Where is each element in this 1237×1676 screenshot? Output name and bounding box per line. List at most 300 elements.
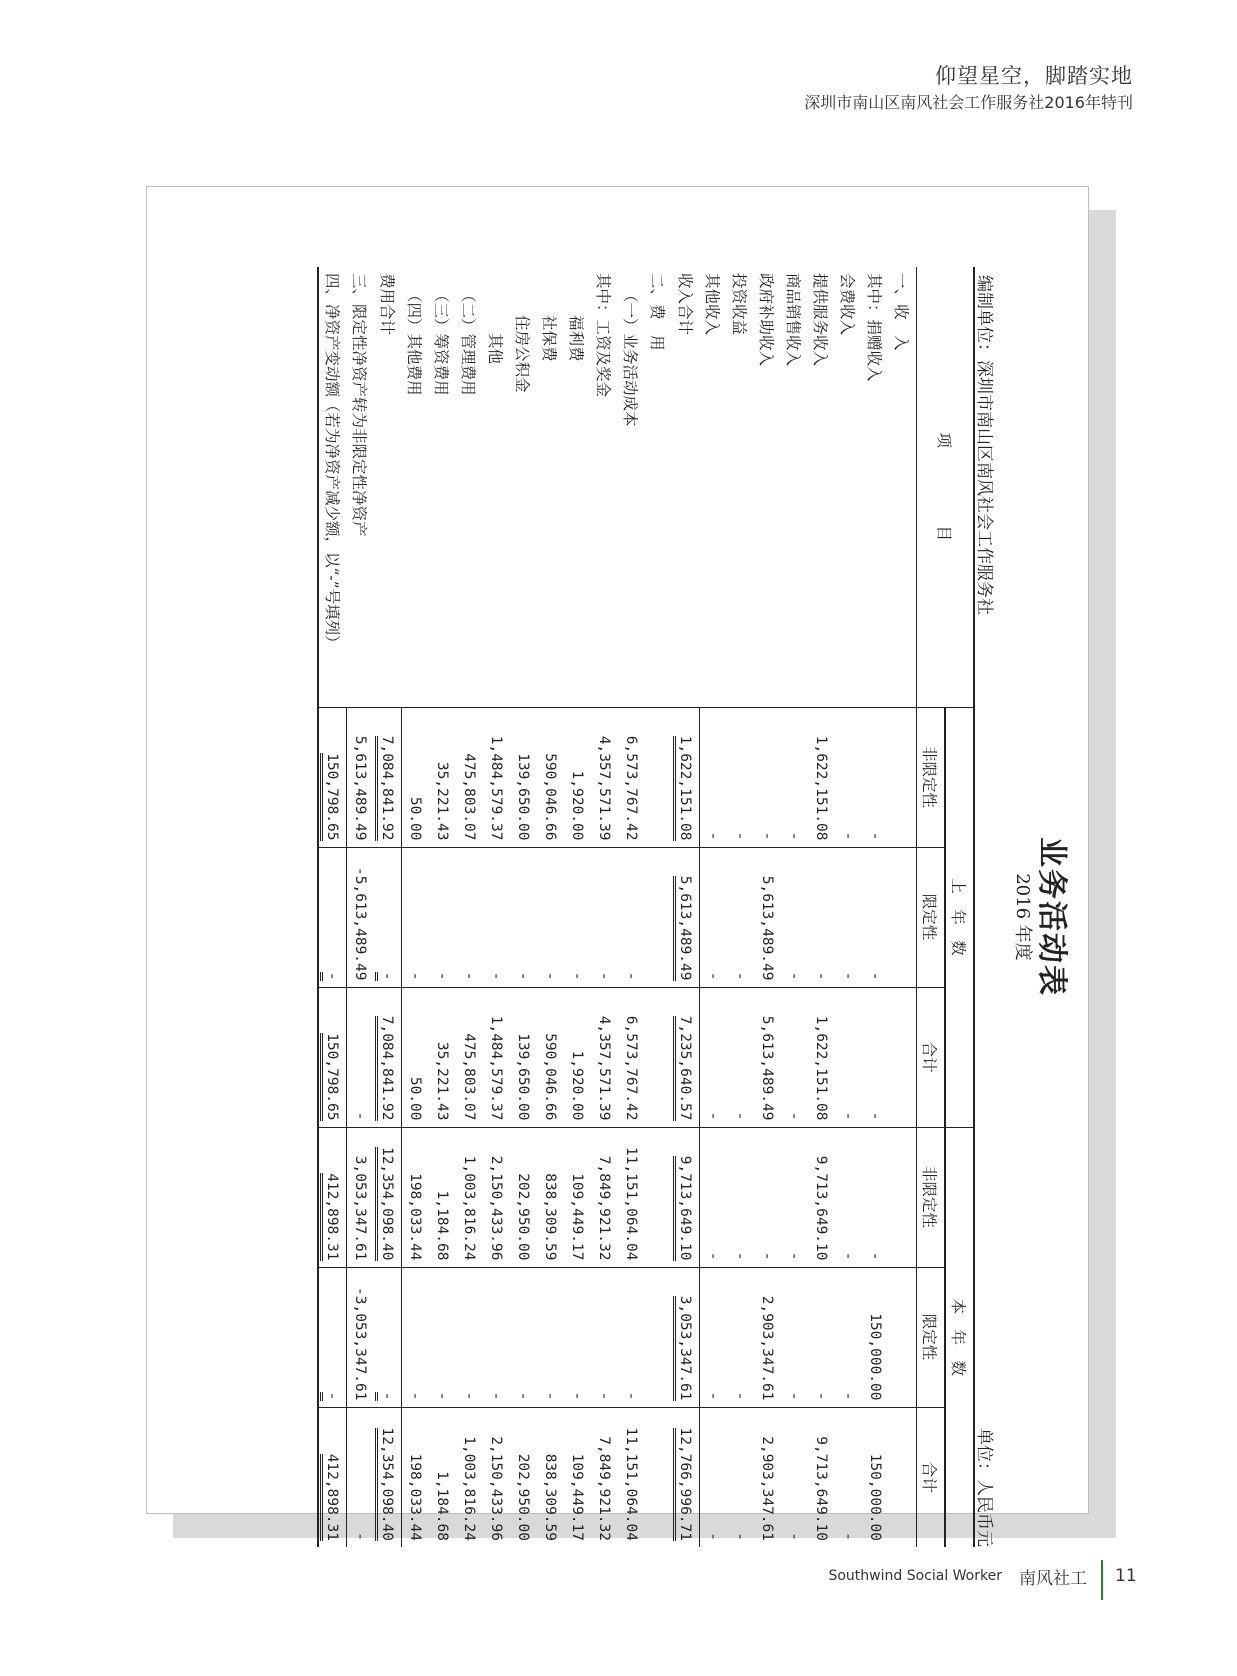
- cell-p1: [374, 707, 402, 847]
- cell-value: 5,613,489.49: [759, 875, 776, 981]
- col-header-curr-restricted: 限定性: [917, 1267, 946, 1407]
- cell-value: 35,221.43: [434, 761, 451, 841]
- cell-c2: [564, 1267, 591, 1407]
- cell-c3: [618, 1407, 645, 1547]
- cell-value: -: [352, 1111, 369, 1121]
- row-label: 社保费: [540, 315, 559, 362]
- cell-value: 7,849,921.32: [596, 1436, 613, 1541]
- cell-c2: [537, 1267, 564, 1407]
- cell-p2: [727, 847, 754, 987]
- cell-value: -: [434, 1391, 451, 1401]
- cell-p1: [700, 707, 728, 847]
- cell-c2: [510, 1267, 537, 1407]
- cell-p2: [835, 847, 862, 987]
- cell-value: -: [542, 971, 559, 981]
- cell-c3: [754, 1407, 781, 1547]
- page-number: 11: [1115, 1566, 1137, 1586]
- cell-value: 2,150,433.96: [488, 1155, 505, 1261]
- cell-value: -: [867, 1251, 884, 1261]
- cell-p2: [318, 847, 347, 987]
- cell-value: 838,309.59: [542, 1453, 559, 1541]
- cell-value: -: [867, 1111, 884, 1121]
- cell-c3: [889, 1407, 917, 1547]
- cell-p3: [781, 987, 808, 1127]
- col-header-prev-year: 上 年 数: [945, 707, 974, 1127]
- cell-value: -: [786, 1391, 803, 1401]
- cell-p2: [808, 847, 835, 987]
- cell-c1: [645, 1127, 672, 1267]
- col-header-curr-total: 合计: [917, 1407, 946, 1547]
- cell-value: 1,920.00: [569, 1050, 586, 1121]
- compiling-org: 编制单位：深圳市南山区南风社会工作服务社: [974, 275, 994, 615]
- cell-c1: [754, 1127, 781, 1267]
- cell-value: 3,053,347.61: [352, 1155, 369, 1261]
- footer-divider: [1101, 1560, 1103, 1600]
- cell-c2: [483, 1267, 510, 1407]
- cell-p1: [564, 707, 591, 847]
- cell-p3: [862, 987, 889, 1127]
- cell-value: 11,151,064.04: [623, 1147, 640, 1261]
- cell-p3: [564, 987, 591, 1127]
- cell-p2: [781, 847, 808, 987]
- cell-value: 1,184.68: [434, 1471, 451, 1541]
- row-label: 其他收入: [703, 273, 722, 336]
- cell-value: -3,053,347.61: [352, 1287, 369, 1401]
- cell-value: -: [786, 1532, 803, 1541]
- cell-c2: [889, 1267, 917, 1407]
- cell-value: 6,573,767.42: [623, 735, 640, 841]
- cell-value: 838,309.59: [542, 1173, 559, 1261]
- cell-value: -: [705, 1111, 722, 1121]
- cell-c1: [510, 1127, 537, 1267]
- cell-value: -: [705, 1532, 722, 1541]
- cell-p1: [591, 707, 618, 847]
- cell-value: -: [732, 1251, 749, 1261]
- cell-value: -: [596, 971, 613, 981]
- cell-p2: [456, 847, 483, 987]
- cell-c1: [862, 1127, 889, 1267]
- cell-p2: [672, 847, 700, 987]
- cell-value: 1,622,151.08: [813, 1015, 830, 1121]
- cell-c2: [835, 1267, 862, 1407]
- cell-value: -: [840, 1391, 857, 1401]
- cell-p1: [645, 707, 672, 847]
- cell-c2: [808, 1267, 835, 1407]
- cell-p1: [537, 707, 564, 847]
- currency-unit: 单位：人民币元: [974, 1428, 994, 1547]
- cell-c1: [835, 1127, 862, 1267]
- cell-value: 7,849,921.32: [596, 1155, 613, 1261]
- cell-c2: [618, 1267, 645, 1407]
- col-header-curr-non-restricted: 非限定性: [917, 1127, 946, 1267]
- cell-p3: [700, 987, 728, 1127]
- cell-c1: [808, 1127, 835, 1267]
- col-header-prev-non-restricted: 非限定性: [917, 707, 946, 847]
- cell-p3: [645, 987, 672, 1127]
- cell-c3: [347, 1407, 375, 1547]
- cell-p3: [483, 987, 510, 1127]
- cell-value: -: [786, 971, 803, 981]
- cell-value: 7,084,841.92: [376, 1016, 396, 1121]
- cell-p1: [781, 707, 808, 847]
- cell-value: -: [542, 1391, 559, 1401]
- cell-c1: [889, 1127, 917, 1267]
- table-row: [700, 267, 728, 1547]
- cell-value: -: [321, 972, 341, 981]
- cell-p1: [456, 707, 483, 847]
- table-row: [618, 267, 645, 1547]
- cell-value: -: [596, 1391, 613, 1401]
- cell-c2: [727, 1267, 754, 1407]
- cell-value: 3,053,347.61: [674, 1296, 694, 1401]
- row-label: 投资收益: [730, 273, 749, 336]
- cell-value: 590,046.66: [542, 1033, 559, 1121]
- cell-p1: [672, 707, 700, 847]
- table-row: [862, 267, 889, 1547]
- footer-english-name: Southwind Social Worker: [828, 1568, 1002, 1584]
- row-label: （四）其他费用: [405, 287, 424, 396]
- cell-value: -: [759, 1251, 776, 1261]
- cell-value: 6,573,767.42: [623, 1015, 640, 1121]
- cell-c3: [374, 1407, 402, 1547]
- cell-value: 5,613,489.49: [352, 735, 369, 841]
- cell-c3: [835, 1407, 862, 1547]
- cell-p1: [835, 707, 862, 847]
- cell-c2: [672, 1267, 700, 1407]
- table-row: [564, 267, 591, 1547]
- cell-value: 11,151,064.04: [623, 1427, 640, 1541]
- cell-c2: [591, 1267, 618, 1407]
- cell-c2: [429, 1267, 456, 1407]
- cell-c3: [727, 1407, 754, 1547]
- cell-value: -: [786, 831, 803, 841]
- cell-value: -: [623, 971, 640, 981]
- cell-value: -: [407, 971, 424, 981]
- cell-value: -: [813, 971, 830, 981]
- cell-c3: [564, 1407, 591, 1547]
- cell-value: 12,354,098.40: [376, 1147, 396, 1261]
- cell-value: 2,150,433.96: [488, 1436, 505, 1541]
- cell-value: -: [488, 971, 505, 981]
- cell-p1: [402, 707, 430, 847]
- table-row: [510, 267, 537, 1547]
- cell-value: 5,613,489.49: [674, 876, 694, 981]
- cell-c3: [700, 1407, 728, 1547]
- cell-p3: [402, 987, 430, 1127]
- row-label: 住房公积金: [513, 315, 532, 393]
- cell-c3: [591, 1407, 618, 1547]
- cell-p3: [537, 987, 564, 1127]
- cell-value: -: [840, 1251, 857, 1261]
- table-row: [781, 267, 808, 1547]
- cell-p3: [591, 987, 618, 1127]
- cell-value: 1,622,151.08: [674, 736, 694, 841]
- cell-c2: [318, 1267, 347, 1407]
- cell-value: 202,950.00: [515, 1173, 532, 1261]
- cell-value: 12,766,996.71: [674, 1428, 694, 1542]
- cell-p3: [672, 987, 700, 1127]
- row-label: 福利费: [567, 315, 586, 362]
- cell-value: 9,713,649.10: [813, 1436, 830, 1541]
- cell-value: 1,003,816.24: [461, 1436, 478, 1541]
- cell-value: -: [515, 1391, 532, 1401]
- cell-p2: [889, 847, 917, 987]
- cell-p3: [429, 987, 456, 1127]
- cell-p1: [483, 707, 510, 847]
- cell-c1: [564, 1127, 591, 1267]
- row-label: 费用合计: [377, 273, 396, 336]
- cell-value: 139,650.00: [515, 1033, 532, 1121]
- rotated-table-area: [267, 267, 1097, 1567]
- cell-p2: [618, 847, 645, 987]
- cell-p2: [645, 847, 672, 987]
- cell-value: 2,903,347.61: [759, 1295, 776, 1401]
- cell-value: 150,798.65: [321, 1033, 341, 1120]
- cell-value: -: [867, 831, 884, 841]
- scanned-document: [146, 186, 1089, 1547]
- cell-value: -: [840, 831, 857, 841]
- cell-value: -: [840, 1111, 857, 1121]
- table-row: [645, 267, 672, 1547]
- cell-p1: [862, 707, 889, 847]
- cell-value: 412,898.31: [321, 1173, 341, 1260]
- cell-c1: [618, 1127, 645, 1267]
- row-label: 会费收入: [838, 273, 857, 336]
- cell-value: 198,033.44: [407, 1453, 424, 1541]
- cell-p1: [510, 707, 537, 847]
- cell-value: 150,000.00: [867, 1453, 884, 1541]
- cell-value: -: [515, 971, 532, 981]
- row-label: 二、费 用: [648, 273, 667, 351]
- header-slogan: 仰望星空，脚踏实地: [935, 64, 1133, 88]
- row-label: 四、净资产变动额（若为净资产减少额，以“-”号填列）: [318, 267, 347, 707]
- cell-value: -: [732, 831, 749, 841]
- col-header-prev-total: 合计: [917, 987, 946, 1127]
- cell-c1: [374, 1127, 402, 1267]
- cell-p3: [456, 987, 483, 1127]
- cell-p3: [374, 987, 402, 1127]
- cell-value: 1,184.68: [434, 1190, 451, 1261]
- cell-value: 150,798.65: [321, 753, 341, 840]
- row-label: （三）筹资费用: [432, 287, 451, 396]
- cell-value: -: [786, 1251, 803, 1261]
- cell-c1: [483, 1127, 510, 1267]
- cell-value: -: [813, 1391, 830, 1401]
- cell-value: -: [786, 1111, 803, 1121]
- cell-value: 412,898.31: [321, 1454, 341, 1541]
- row-label: 商品销售收入: [784, 273, 803, 367]
- cell-p3: [835, 987, 862, 1127]
- cell-value: 475,803.07: [461, 1033, 478, 1121]
- cell-value: -: [732, 971, 749, 981]
- cell-p3: [889, 987, 917, 1127]
- cell-value: -: [434, 971, 451, 981]
- cell-p2: [429, 847, 456, 987]
- row-label: 其中：工资及奖金: [594, 273, 613, 398]
- cell-value: 12,354,098.40: [376, 1428, 396, 1542]
- document-year: 2016 年度: [1012, 873, 1033, 961]
- cell-c1: [402, 1127, 430, 1267]
- table-row: [347, 267, 375, 1547]
- row-label: 政府补助收入: [757, 273, 776, 367]
- cell-c3: [429, 1407, 456, 1547]
- cell-value: -: [461, 971, 478, 981]
- cell-p3: [808, 987, 835, 1127]
- cell-c3: [862, 1407, 889, 1547]
- table-row: [429, 267, 456, 1547]
- cell-c3: [456, 1407, 483, 1547]
- cell-value: 109,449.17: [569, 1173, 586, 1261]
- cell-c3: [645, 1407, 672, 1547]
- cell-value: 150,000.00: [867, 1313, 884, 1401]
- cell-c2: [700, 1267, 728, 1407]
- cell-value: 9,713,649.10: [674, 1156, 694, 1261]
- table-row: [591, 267, 618, 1547]
- cell-p2: [347, 847, 375, 987]
- cell-p3: [318, 987, 347, 1127]
- cell-c3: [672, 1407, 700, 1547]
- cell-c3: [318, 1407, 347, 1547]
- footer-chinese-name: 南风社工: [1019, 1569, 1087, 1589]
- cell-c3: [402, 1407, 430, 1547]
- cell-value: 1,920.00: [569, 770, 586, 841]
- cell-value: -: [759, 831, 776, 841]
- cell-p2: [483, 847, 510, 987]
- cell-c2: [862, 1267, 889, 1407]
- cell-value: -: [705, 1251, 722, 1261]
- cell-c2: [781, 1267, 808, 1407]
- cell-c2: [374, 1267, 402, 1407]
- cell-c3: [808, 1407, 835, 1547]
- cell-c1: [318, 1127, 347, 1267]
- cell-p1: [889, 707, 917, 847]
- cell-p2: [510, 847, 537, 987]
- cell-value: -: [705, 971, 722, 981]
- cell-p2: [700, 847, 728, 987]
- cell-value: -: [732, 1532, 749, 1541]
- cell-c3: [510, 1407, 537, 1547]
- table-row: [889, 267, 917, 1547]
- table-row: [483, 267, 510, 1547]
- cell-value: 1,003,816.24: [461, 1155, 478, 1261]
- cell-p1: [808, 707, 835, 847]
- col-header-item: 项 目: [917, 267, 975, 707]
- cell-value: -: [352, 1532, 369, 1541]
- table-row: [835, 267, 862, 1547]
- cell-c1: [781, 1127, 808, 1267]
- table-row: [672, 267, 700, 1547]
- header-subtitle: 深圳市南山区南风社会工作服务社2016年特刊: [804, 93, 1133, 112]
- cell-p2: [537, 847, 564, 987]
- cell-c1: [700, 1127, 728, 1267]
- row-label: 一、收 入: [892, 273, 911, 351]
- cell-value: -5,613,489.49: [352, 867, 369, 981]
- cell-p1: [754, 707, 781, 847]
- cell-value: 590,046.66: [542, 753, 559, 841]
- cell-value: 7,084,841.92: [376, 736, 396, 841]
- cell-value: -: [732, 1391, 749, 1401]
- cell-p2: [862, 847, 889, 987]
- cell-c1: [347, 1127, 375, 1267]
- table-row: [727, 267, 754, 1547]
- cell-c1: [672, 1127, 700, 1267]
- cell-value: 2,903,347.61: [759, 1436, 776, 1541]
- cell-value: 35,221.43: [434, 1041, 451, 1121]
- cell-value: 4,357,571.39: [596, 1015, 613, 1121]
- cell-p2: [754, 847, 781, 987]
- cell-p3: [510, 987, 537, 1127]
- table-row: [374, 267, 402, 1547]
- cell-value: 475,803.07: [461, 753, 478, 841]
- table-row: [537, 267, 564, 1547]
- cell-value: -: [488, 1391, 505, 1401]
- cell-value: 1,622,151.08: [813, 735, 830, 841]
- cell-c2: [347, 1267, 375, 1407]
- cell-c3: [781, 1407, 808, 1547]
- table-body: [318, 267, 917, 1547]
- table-header-row: [945, 267, 974, 1547]
- cell-p1: [429, 707, 456, 847]
- row-label: （二）管理费用: [459, 287, 478, 396]
- col-header-prev-restricted: 限定性: [917, 847, 946, 987]
- cell-value: -: [623, 1391, 640, 1401]
- cell-value: 5,613,489.49: [759, 1015, 776, 1121]
- cell-value: -: [705, 1391, 722, 1401]
- cell-p3: [754, 987, 781, 1127]
- cell-c3: [483, 1407, 510, 1547]
- document-title: 业务活动表: [1034, 837, 1069, 997]
- cell-value: 202,950.00: [515, 1453, 532, 1541]
- cell-value: 9,713,649.10: [813, 1155, 830, 1261]
- cell-value: -: [705, 831, 722, 841]
- cell-p2: [564, 847, 591, 987]
- row-label: 三、限定性净资产转为非限定性净资产: [350, 273, 369, 537]
- row-label: 其他: [486, 333, 505, 365]
- cell-p2: [402, 847, 430, 987]
- cell-value: -: [376, 972, 396, 981]
- cell-value: -: [376, 1392, 396, 1401]
- cell-value: 109,449.17: [569, 1453, 586, 1541]
- cell-value: -: [461, 1391, 478, 1401]
- cell-p1: [618, 707, 645, 847]
- col-header-curr-year: 本 年 数: [945, 1127, 974, 1547]
- row-label: 提供服务收入: [811, 273, 830, 367]
- table-row: [456, 267, 483, 1547]
- cell-c2: [754, 1267, 781, 1407]
- cell-value: 50.00: [407, 796, 424, 841]
- table-row: [318, 267, 347, 1547]
- cell-value: -: [732, 1111, 749, 1121]
- row-label: （一）业务活动成本: [621, 287, 640, 427]
- row-label: 收入合计: [675, 273, 694, 336]
- cell-p3: [727, 987, 754, 1127]
- cell-c1: [727, 1127, 754, 1267]
- activity-statement-table: [317, 267, 975, 1547]
- cell-p1: [347, 707, 375, 847]
- cell-c1: [429, 1127, 456, 1267]
- cell-value: 50.00: [407, 1076, 424, 1121]
- cell-p1: [318, 707, 347, 847]
- cell-p2: [374, 847, 402, 987]
- cell-value: -: [840, 971, 857, 981]
- cell-c1: [537, 1127, 564, 1267]
- cell-c1: [456, 1127, 483, 1267]
- cell-p1: [727, 707, 754, 847]
- cell-value: -: [840, 1532, 857, 1541]
- row-label: 其中：捐赠收入: [865, 273, 884, 382]
- cell-c2: [645, 1267, 672, 1407]
- cell-value: 1,484,579.37: [488, 1015, 505, 1121]
